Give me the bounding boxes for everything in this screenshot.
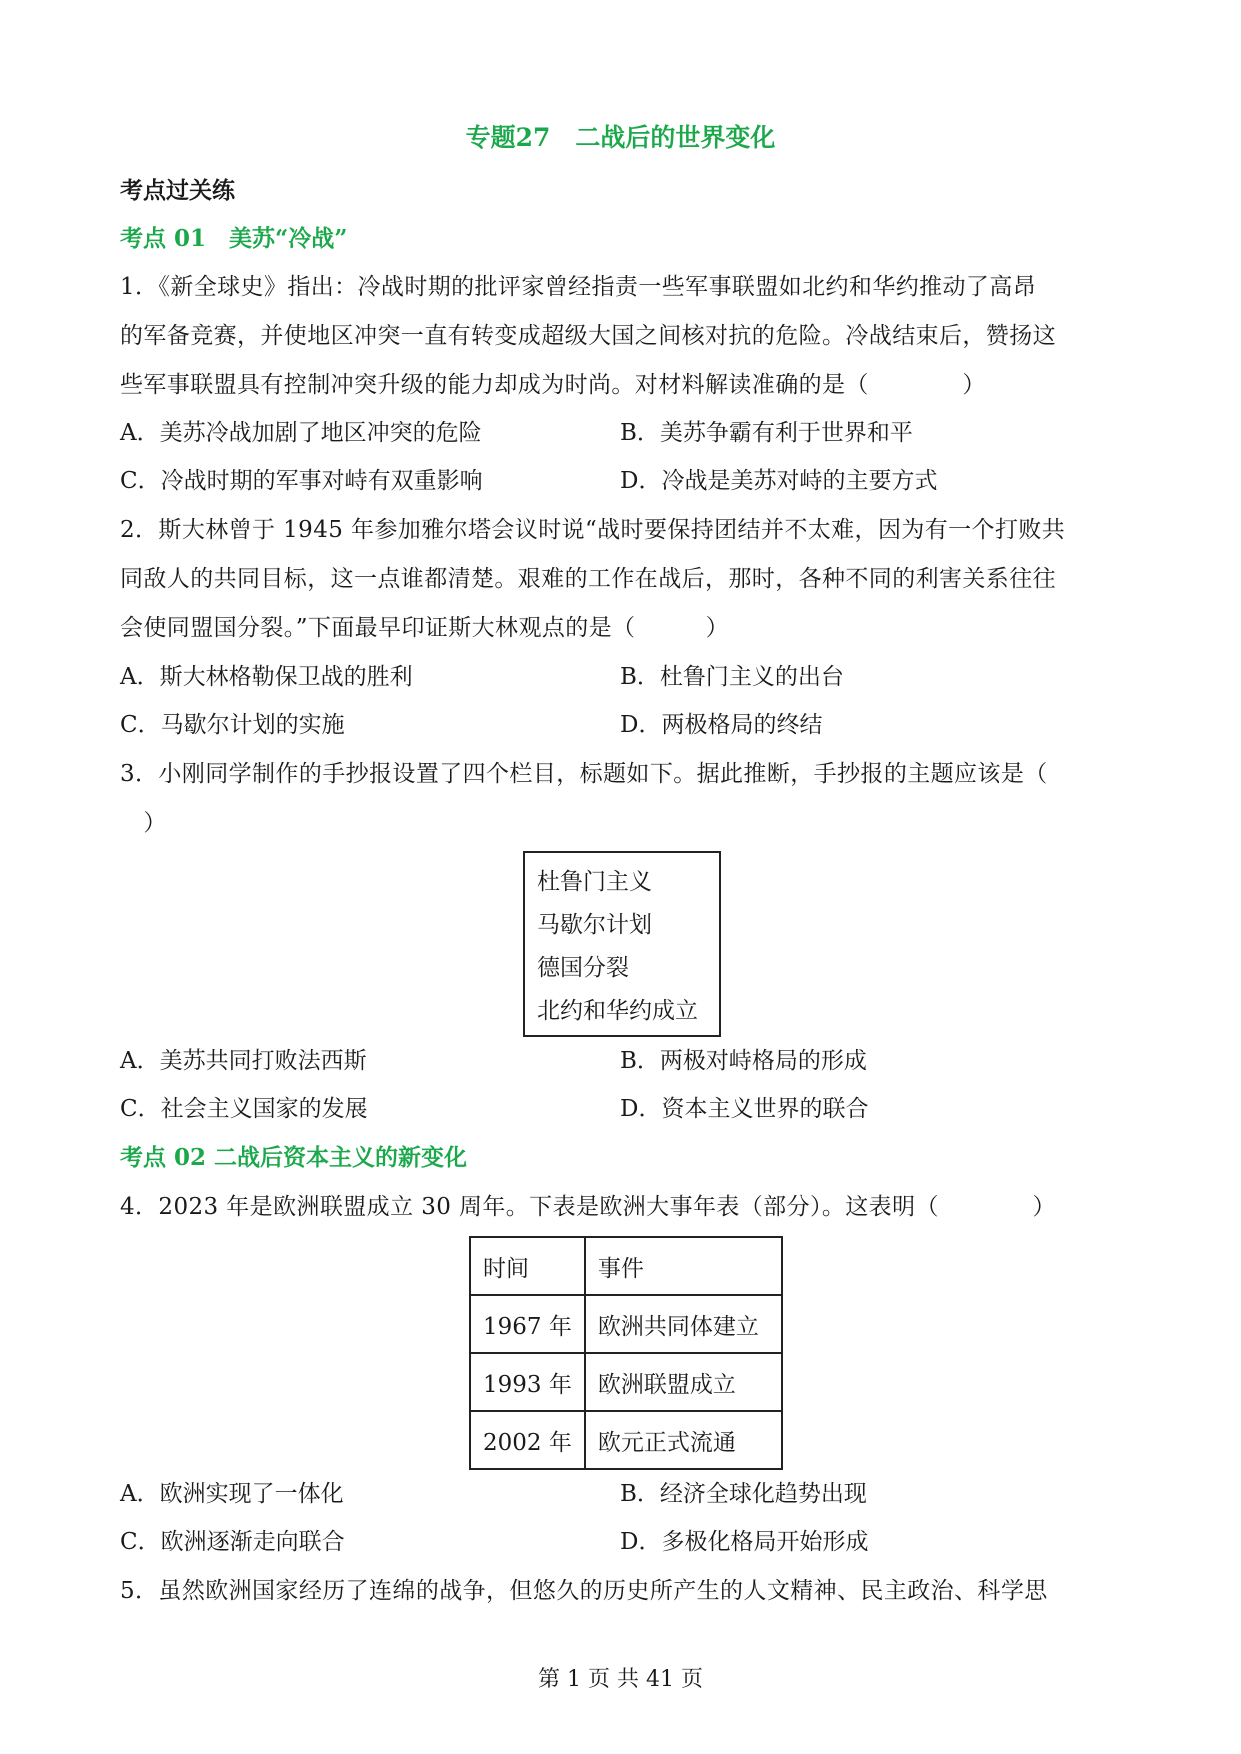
question-3-line-1: 3．小刚同学制作的手抄报设置了四个栏目，标题如下。据此推断，手抄报的主题应该是（: [120, 761, 1048, 787]
question-2-option-b: B．杜鲁门主义的出台: [620, 664, 844, 690]
question-1-line-2: 的军备竞赛，并使地区冲突一直有转变成超级大国之间核对抗的危险。冷战结束后，赞扬这: [120, 323, 1056, 349]
question-2-line-1: 2．斯大林曾于 1945 年参加雅尔塔会议时说“战时要保持团结并不太难，因为有一个打败共: [120, 517, 1066, 543]
question-2-line-2: 同敌人的共同目标，这一点谁都清楚。艰难的工作在战后，那时，各种不同的利害关系往往: [120, 566, 1056, 592]
box-item: 北约和华约成立: [537, 998, 698, 1024]
box-item: 德国分裂: [537, 955, 629, 981]
table-cell: 欧元正式流通: [585, 1411, 782, 1469]
question-3-option-c: C．社会主义国家的发展: [120, 1096, 368, 1122]
question-4-option-d: D．多极化格局开始形成: [620, 1529, 869, 1555]
question-4-option-a: A．欧洲实现了一体化: [120, 1481, 344, 1507]
question-3-option-b: B．两极对峙格局的形成: [620, 1048, 867, 1074]
question-1-option-a: A．美苏冷战加剧了地区冲突的危险: [120, 420, 482, 446]
section-heading-02: 考点 02 二战后资本主义的新变化: [120, 1144, 468, 1171]
table-row: [470, 1295, 782, 1353]
table-header-row: [470, 1237, 782, 1295]
box-item: 马歇尔计划: [537, 912, 652, 938]
page-footer: 第 1 页 共 41 页: [538, 1667, 703, 1692]
table-cell: 欧洲共同体建立: [585, 1295, 782, 1353]
table-cell: 2002 年: [470, 1411, 585, 1469]
question-1-line-1: 1．《新全球史》指出：冷战时期的批评家曾经指责一些军事联盟如北约和华约推动了高昂: [120, 274, 1037, 300]
question-4-option-c: C．欧洲逐渐走向联合: [120, 1529, 345, 1555]
table-cell: 1967 年: [470, 1295, 585, 1353]
question-2-option-a: A．斯大林格勒保卫战的胜利: [120, 664, 413, 690]
question-1-option-b: B．美苏争霸有利于世界和平: [620, 420, 913, 446]
table-cell: 1993 年: [470, 1353, 585, 1411]
question-1-option-d: D．冷战是美苏对峙的主要方式: [620, 468, 938, 494]
table-cell: 欧洲联盟成立: [585, 1353, 782, 1411]
question-2-line-3: 会使同盟国分裂。”下面最早印证斯大林观点的是（ ）: [120, 615, 730, 641]
table-header-cell: 时间: [470, 1237, 585, 1295]
europe-events-table: [469, 1236, 783, 1470]
table-row: [470, 1411, 782, 1469]
question-5-line-1: 5．虽然欧洲国家经历了连绵的战争，但悠久的历史所产生的人文精神、民主政治、科学思: [120, 1578, 1048, 1604]
table-row: [470, 1353, 782, 1411]
question-3-option-d: D．资本主义世界的联合: [620, 1096, 869, 1122]
box-item: 杜鲁门主义: [537, 869, 652, 895]
section-heading-01: 考点 01 美苏“冷战”: [120, 225, 348, 252]
question-4-option-b: B．经济全球化趋势出现: [620, 1481, 867, 1507]
question-1-line-3: 些军事联盟具有控制冲突升级的能力却成为时尚。对材料解读准确的是（ ）: [120, 372, 986, 398]
question-3-line-2: ）: [120, 810, 167, 836]
question-2-option-d: D．两极格局的终结: [620, 712, 823, 738]
question-3-option-a: A．美苏共同打败法西斯: [120, 1048, 367, 1074]
question-2-option-c: C．马歇尔计划的实施: [120, 712, 345, 738]
table-header-cell: 事件: [585, 1237, 782, 1295]
question-1-option-c: C．冷战时期的军事对峙有双重影响: [120, 468, 483, 494]
question-4-line-1: 4．2023 年是欧洲联盟成立 30 周年。下表是欧洲大事年表（部分）。这表明（ ）: [120, 1194, 1056, 1220]
newspaper-column-box: [523, 851, 721, 1037]
page-title: 专题27 二战后的世界变化: [465, 123, 776, 152]
practice-heading: 考点过关练: [120, 177, 235, 204]
